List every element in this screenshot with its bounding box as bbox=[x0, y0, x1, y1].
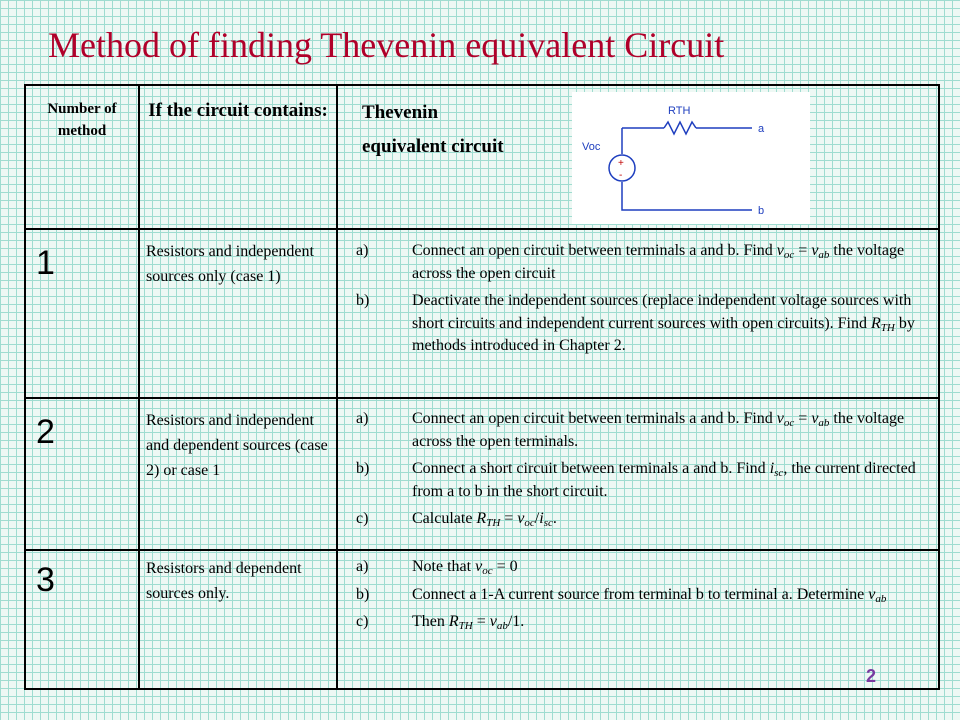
method-number: 2 bbox=[36, 413, 55, 451]
row-divider bbox=[26, 228, 938, 230]
step-text-part: the voltage across the open circuit bbox=[412, 242, 905, 282]
header-thevenin-line1: Thevenin bbox=[362, 102, 439, 123]
terminal-b-label: b bbox=[758, 205, 765, 217]
column-divider bbox=[336, 86, 338, 688]
method-step bbox=[356, 508, 936, 531]
step-label: a) bbox=[356, 410, 369, 427]
method-step bbox=[356, 408, 936, 453]
step-text-part: Deactivate the independent sources (replace independent voltage sources with short circuits and independent current sources with open circuits). Find bbox=[412, 292, 912, 332]
terminal-a-label: a bbox=[758, 123, 765, 135]
method-number: 1 bbox=[36, 244, 55, 282]
method-steps bbox=[356, 240, 936, 363]
step-label: a) bbox=[356, 558, 369, 575]
step-text-part: , the current directed from a to b in the short circuit. bbox=[412, 460, 916, 500]
step-text-part: = bbox=[500, 510, 518, 527]
rth-label: RTH bbox=[668, 105, 691, 117]
minus-sign: - bbox=[619, 170, 623, 181]
step-text-part: Connect an open circuit between terminals a and b. Find bbox=[412, 242, 777, 259]
step-text bbox=[412, 556, 936, 579]
step-text-part: Connect an open circuit between terminals a and b. Find bbox=[412, 410, 777, 427]
step-text-part: = bbox=[794, 242, 812, 259]
step-text-part: by methods introduced in Chapter 2. bbox=[412, 314, 915, 354]
step-label: b) bbox=[356, 292, 370, 309]
math-symbol: $R_{TH}$ bbox=[448, 613, 473, 632]
method-step bbox=[356, 290, 936, 358]
method-number: 3 bbox=[36, 561, 55, 599]
row-divider bbox=[26, 397, 938, 399]
methods-table bbox=[24, 84, 940, 690]
step-text-part: = bbox=[794, 410, 812, 427]
math-symbol: $v_{ab}$ bbox=[811, 410, 830, 429]
math-symbol: $v_{oc}$ bbox=[776, 410, 795, 429]
step-text-part: / bbox=[534, 510, 540, 527]
step-text bbox=[412, 458, 936, 503]
method-steps bbox=[356, 408, 936, 536]
step-text-part: Calculate bbox=[412, 510, 477, 527]
slide-title: Method of finding Thevenin equivalent Circuit bbox=[48, 25, 725, 65]
method-step bbox=[356, 240, 936, 285]
math-symbol: $v_{oc}$ bbox=[475, 558, 493, 577]
page-number: 2 bbox=[866, 666, 877, 686]
voc-label: Voc bbox=[582, 141, 601, 153]
step-label: b) bbox=[356, 460, 370, 477]
method-step bbox=[356, 584, 936, 607]
math-symbol: $R_{TH}$ bbox=[871, 314, 895, 334]
step-text bbox=[412, 240, 936, 285]
step-text bbox=[412, 584, 936, 607]
header-if-contains: If the circuit contains: bbox=[148, 100, 328, 121]
header-number-of-method: Number of method bbox=[47, 101, 117, 139]
step-label: a) bbox=[356, 242, 369, 259]
step-text-part: the voltage across the open terminals. bbox=[412, 410, 905, 450]
thevenin-circuit-diagram bbox=[572, 92, 810, 224]
step-text-part: = 0 bbox=[492, 558, 518, 575]
step-text-part: Then bbox=[412, 613, 449, 630]
step-label: b) bbox=[356, 585, 370, 603]
math-symbol: $v_{oc}$ bbox=[517, 510, 535, 529]
math-symbol: $v_{oc}$ bbox=[776, 242, 795, 261]
column-divider bbox=[138, 86, 140, 688]
step-label: c) bbox=[356, 510, 369, 527]
step-text bbox=[412, 290, 936, 358]
step-text-part: Connect a 1-A current source from terminal b to terminal a. Determine bbox=[412, 585, 869, 603]
row-divider bbox=[26, 549, 938, 551]
math-symbol: $v_{ab}$ bbox=[811, 242, 830, 261]
method-steps bbox=[356, 556, 936, 639]
math-symbol: $R_{TH}$ bbox=[476, 510, 501, 529]
step-text-part: /1. bbox=[507, 613, 525, 630]
method-step bbox=[356, 556, 936, 579]
math-symbol: $v_{ab}$ bbox=[489, 613, 508, 632]
math-symbol: $v_{ab}$ bbox=[868, 585, 887, 605]
circuit-contains: Resistors and dependent sources only. bbox=[146, 560, 302, 602]
step-text-part: Note that bbox=[412, 558, 476, 575]
method-step bbox=[356, 458, 936, 503]
circuit-contains: Resistors and independent and dependent sources (case 2) or case 1 bbox=[146, 412, 328, 479]
step-text bbox=[412, 508, 936, 531]
method-step bbox=[356, 611, 936, 634]
step-text-part: . bbox=[552, 510, 557, 527]
math-symbol: $i_{sc}$ bbox=[539, 510, 553, 529]
circuit-contains: Resistors and independent sources only (case 1) bbox=[146, 243, 314, 285]
header-thevenin-line2: equivalent circuit bbox=[362, 136, 504, 157]
math-symbol: $i_{sc}$ bbox=[769, 460, 784, 479]
step-text-part: Connect a short circuit between terminals a and b. Find bbox=[412, 460, 770, 477]
step-text-part: = bbox=[472, 613, 490, 630]
plus-sign: + bbox=[618, 158, 624, 169]
step-label: c) bbox=[356, 613, 369, 630]
step-text bbox=[412, 408, 936, 453]
step-text bbox=[412, 611, 936, 634]
